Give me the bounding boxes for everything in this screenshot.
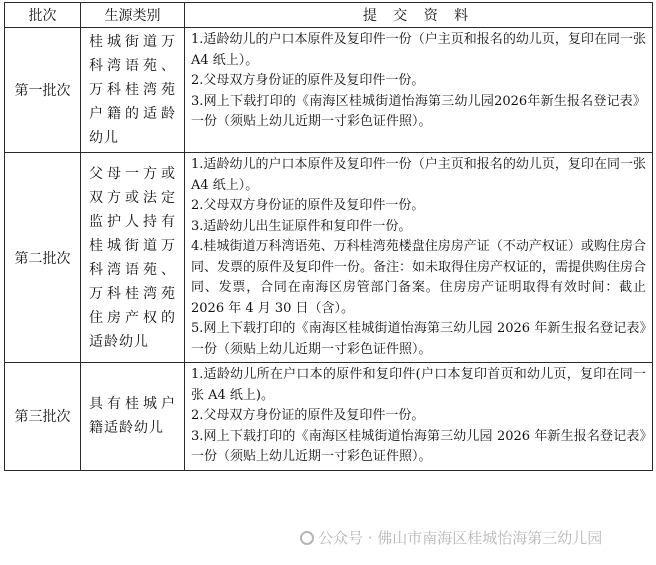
batch-cell: 第二批次: [5, 153, 81, 363]
material-item: 1.适龄幼儿的户口本原件及复印件一份（户主页和报名的幼儿页，复印在同一张 A4 纸上）。: [191, 32, 646, 68]
watermark: [300, 527, 602, 548]
table-header-row: [5, 3, 653, 28]
table-row: [5, 28, 653, 153]
batch-cell: 第一批次: [5, 28, 81, 153]
materials-cell: [185, 28, 653, 153]
material-item: 2.父母双方身份证的原件及复印件一份。: [191, 198, 425, 213]
material-item: 3.网上下载打印的《南海区桂城街道怡海第三幼儿园 2026 年新生报名登记表》一份（须贴上幼儿近期一寸彩色证件照）。: [191, 428, 646, 464]
material-item: 4.桂城街道万科湾语苑、万科桂湾苑楼盘住房房产证（不动产权证）或购住房合同、发票的原件及复印件一份。备注：如未取得住房产权证的，需提供购住房合同、发票，合同在南海区房管部门备案。住房房产证明取得有效时间：截止 2026 年 4 月 30 日（含）。: [191, 239, 647, 316]
watermark-text: 公众号 · 佛山市南海区桂城怡海第三幼儿园: [318, 529, 603, 547]
table-row: [5, 363, 653, 471]
material-item: 2.父母双方身份证的原件及复印件一份。: [191, 408, 425, 423]
material-item: 1.适龄幼儿的户口本原件及复印件一份（户主页和报名的幼儿页，复印在同一张 A4 纸上）。: [191, 157, 646, 193]
materials-cell: [185, 363, 653, 471]
wechat-icon: [300, 531, 314, 545]
table-row: [5, 153, 653, 363]
material-item: 3.网上下载打印的《南海区桂城街道怡海第三幼儿园2026年新生报名登记表》一份（须贴上幼儿近期一寸彩色证件照）。: [191, 93, 646, 129]
source-cell: 父母一方或双方或法定监护人持有桂城街道万科湾语苑、万科桂湾苑住房产权的适龄幼儿: [81, 153, 185, 363]
source-cell: 桂城街道万科湾语苑、万科桂湾苑户籍的适龄幼儿: [81, 28, 185, 153]
header-batch: 批次: [5, 3, 81, 28]
source-cell: 具有桂城户籍适龄幼儿: [81, 363, 185, 471]
admission-materials-table: [4, 2, 653, 471]
header-source-category: 生源类别: [81, 3, 185, 28]
materials-cell: [185, 153, 653, 363]
header-materials: 提 交 资 料: [185, 3, 653, 28]
material-item: 2.父母双方身份证的原件及复印件一份。: [191, 73, 425, 88]
material-item: 5.网上下载打印的《南海区桂城街道怡海第三幼儿园 2026 年新生报名登记表》一份（须贴上幼儿近期一寸彩色证件照）。: [191, 321, 646, 357]
material-item: 1.适龄幼儿所在户口本的原件和复印件(户口本复印首页和幼儿页，复印在同一张 A4 纸上)。: [191, 367, 646, 403]
batch-cell: 第三批次: [5, 363, 81, 471]
material-item: 3.适龄幼儿出生证原件和复印件一份。: [191, 218, 412, 234]
